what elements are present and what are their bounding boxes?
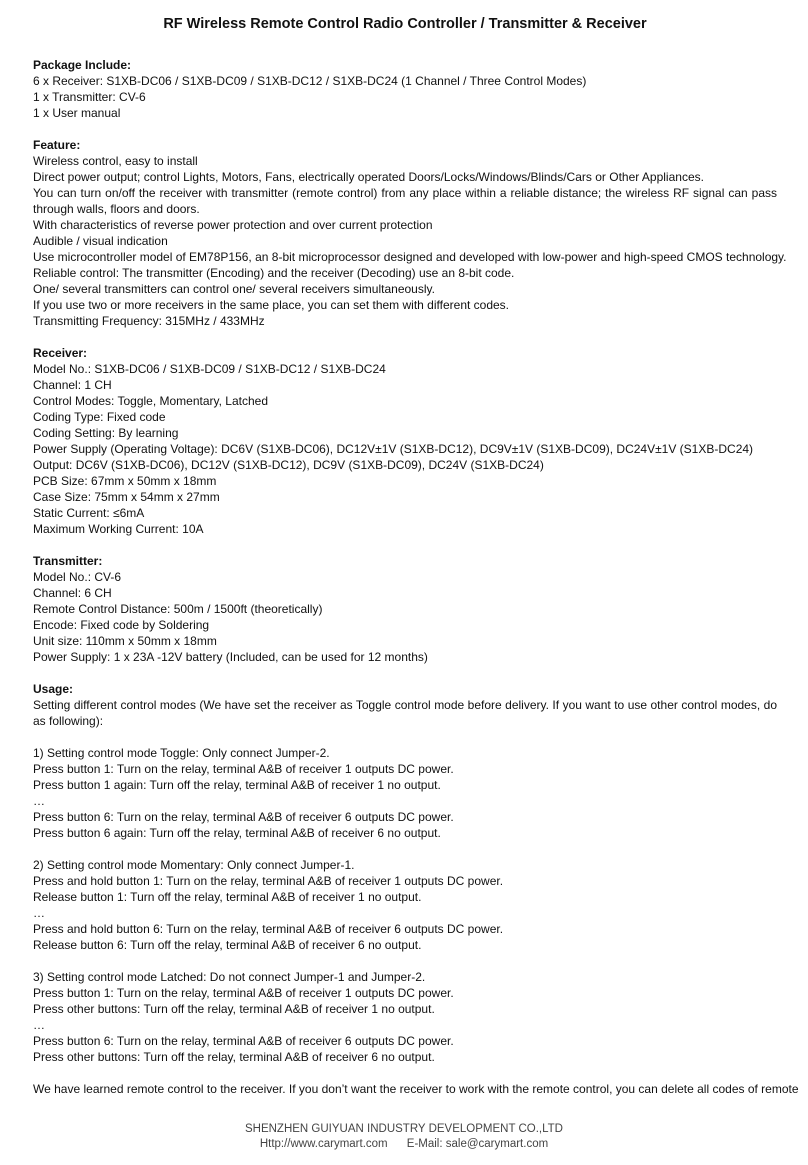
mode1-line: Press button 6 again: Turn off the relay, terminal A&B of receiver 6 no output. — [33, 826, 441, 840]
package-line: 1 x Transmitter: CV-6 — [33, 90, 146, 104]
transmitter-spec: Remote Control Distance: 500m / 1500ft (theoretically) — [33, 602, 323, 616]
mode3-line: 3) Setting control mode Latched: Do not connect Jumper-1 and Jumper-2. — [33, 970, 426, 984]
mode1-line: Press button 1: Turn on the relay, terminal A&B of receiver 1 outputs DC power. — [33, 762, 454, 776]
feature-line: Use microcontroller model of EM78P156, an 8-bit microprocessor designed and developed with low-power and high-speed CMOS technology. — [33, 250, 787, 264]
transmitter-heading: Transmitter: — [33, 554, 103, 568]
feature-line: Direct power output; control Lights, Motors, Fans, electrically operated Doors/Locks/Windows/Blinds/Cars or Other Appliances. — [33, 170, 704, 184]
receiver-spec: Coding Type: Fixed code — [33, 410, 166, 424]
mode1-line: … — [33, 794, 45, 808]
transmitter-spec: Encode: Fixed code by Soldering — [33, 618, 210, 632]
receiver-spec: Coding Setting: By learning — [33, 426, 179, 440]
receiver-spec: Power Supply (Operating Voltage): DC6V (S1XB-DC06), DC12V±1V (S1XB-DC12), DC9V±1V (S1XB-DC09), DC24V±1V (S1XB-DC24) — [33, 442, 754, 456]
transmitter-section — [33, 553, 777, 665]
document-page — [33, 0, 799, 1097]
page-footer — [0, 1122, 808, 1152]
transmitter-spec: Channel: 6 CH — [33, 586, 112, 600]
mode3-line: Press button 6: Turn on the relay, terminal A&B of receiver 6 outputs DC power. — [33, 1034, 454, 1048]
page-title: RF Wireless Remote Control Radio Controller / Transmitter & Receiver — [163, 16, 647, 32]
receiver-heading: Receiver: — [33, 346, 88, 360]
footer-company: SHENZHEN GUIYUAN INDUSTRY DEVELOPMENT CO.,LTD — [244, 1123, 563, 1135]
mode2-line: Press and hold button 1: Turn on the relay, terminal A&B of receiver 1 outputs DC power. — [33, 874, 504, 888]
feature-line: Wireless control, easy to install — [33, 154, 198, 168]
transmitter-spec: Unit size: 110mm x 50mm x 18mm — [33, 634, 217, 648]
usage-closing: We have learned remote control to the receiver. If you don’t want the receiver to work with the remote control, you can delete all codes of remote — [33, 1082, 799, 1096]
usage-intro: Setting different control modes (We have set the receiver as Toggle control mode before delivery. If you want to use other control modes, do as following): — [33, 698, 777, 728]
receiver-spec: Control Modes: Toggle, Momentary, Latched — [33, 394, 269, 408]
receiver-spec: Output: DC6V (S1XB-DC06), DC12V (S1XB-DC12), DC9V (S1XB-DC09), DC24V (S1XB-DC24) — [33, 458, 544, 472]
footer-contact: Http://www.carymart.com E-Mail: sale@carymart.com — [259, 1138, 549, 1150]
mode1-line: Press button 6: Turn on the relay, terminal A&B of receiver 6 outputs DC power. — [33, 810, 454, 824]
receiver-spec: Static Current: ≤6mA — [33, 506, 145, 520]
mode2-line: … — [33, 906, 45, 920]
receiver-spec: Model No.: S1XB-DC06 / S1XB-DC09 / S1XB-DC12 / S1XB-DC24 — [33, 362, 386, 376]
feature-line: If you use two or more receivers in the same place, you can set them with different codes. — [33, 298, 510, 312]
mode2-line: Release button 6: Turn off the relay, terminal A&B of receiver 6 no output. — [33, 938, 422, 952]
mode2-line: Release button 1: Turn off the relay, terminal A&B of receiver 1 no output. — [33, 890, 422, 904]
package-line: 1 x User manual — [33, 106, 121, 120]
feature-paragraph: You can turn on/off the receiver with transmitter (remote control) from any place within a reliable distance; the wireless RF signal can pass through walls, floors and doors. — [33, 186, 777, 216]
feature-heading: Feature: — [33, 138, 81, 152]
feature-line: With characteristics of reverse power protection and over current protection — [33, 218, 433, 232]
mode3-line: Press button 1: Turn on the relay, terminal A&B of receiver 1 outputs DC power. — [33, 986, 454, 1000]
usage-section — [33, 681, 799, 1097]
feature-line: Reliable control: The transmitter (Encoding) and the receiver (Decoding) use an 8-bit code. — [33, 266, 515, 280]
package-heading: Package Include: — [33, 58, 132, 72]
mode1-line: 1) Setting control mode Toggle: Only connect Jumper-2. — [33, 746, 330, 760]
transmitter-spec: Model No.: CV-6 — [33, 570, 122, 584]
usage-heading: Usage: — [33, 682, 74, 696]
mode3-line: Press other buttons: Turn off the relay, terminal A&B of receiver 6 no output. — [33, 1050, 435, 1064]
receiver-spec: PCB Size: 67mm x 50mm x 18mm — [33, 474, 217, 488]
feature-line: One/ several transmitters can control one/ several receivers simultaneously. — [33, 282, 435, 296]
receiver-section — [33, 345, 777, 537]
mode1-line: Press button 1 again: Turn off the relay, terminal A&B of receiver 1 no output. — [33, 778, 441, 792]
mode3-line: Press other buttons: Turn off the relay, terminal A&B of receiver 1 no output. — [33, 1002, 435, 1016]
feature-section — [33, 137, 787, 329]
feature-line: Transmitting Frequency: 315MHz / 433MHz — [33, 314, 265, 328]
feature-line: Audible / visual indication — [33, 234, 168, 248]
receiver-spec: Case Size: 75mm x 54mm x 27mm — [33, 490, 220, 504]
package-line: 6 x Receiver: S1XB-DC06 / S1XB-DC09 / S1XB-DC12 / S1XB-DC24 (1 Channel / Three Control Modes) — [33, 74, 587, 88]
mode3-line: … — [33, 1018, 45, 1032]
receiver-spec: Channel: 1 CH — [33, 378, 112, 392]
mode2-line: Press and hold button 6: Turn on the relay, terminal A&B of receiver 6 outputs DC power. — [33, 922, 504, 936]
mode2-line: 2) Setting control mode Momentary: Only connect Jumper-1. — [33, 858, 355, 872]
transmitter-spec: Power Supply: 1 x 23A -12V battery (Included, can be used for 12 months) — [33, 650, 428, 664]
receiver-spec: Maximum Working Current: 10A — [33, 522, 204, 536]
package-section — [33, 57, 777, 121]
